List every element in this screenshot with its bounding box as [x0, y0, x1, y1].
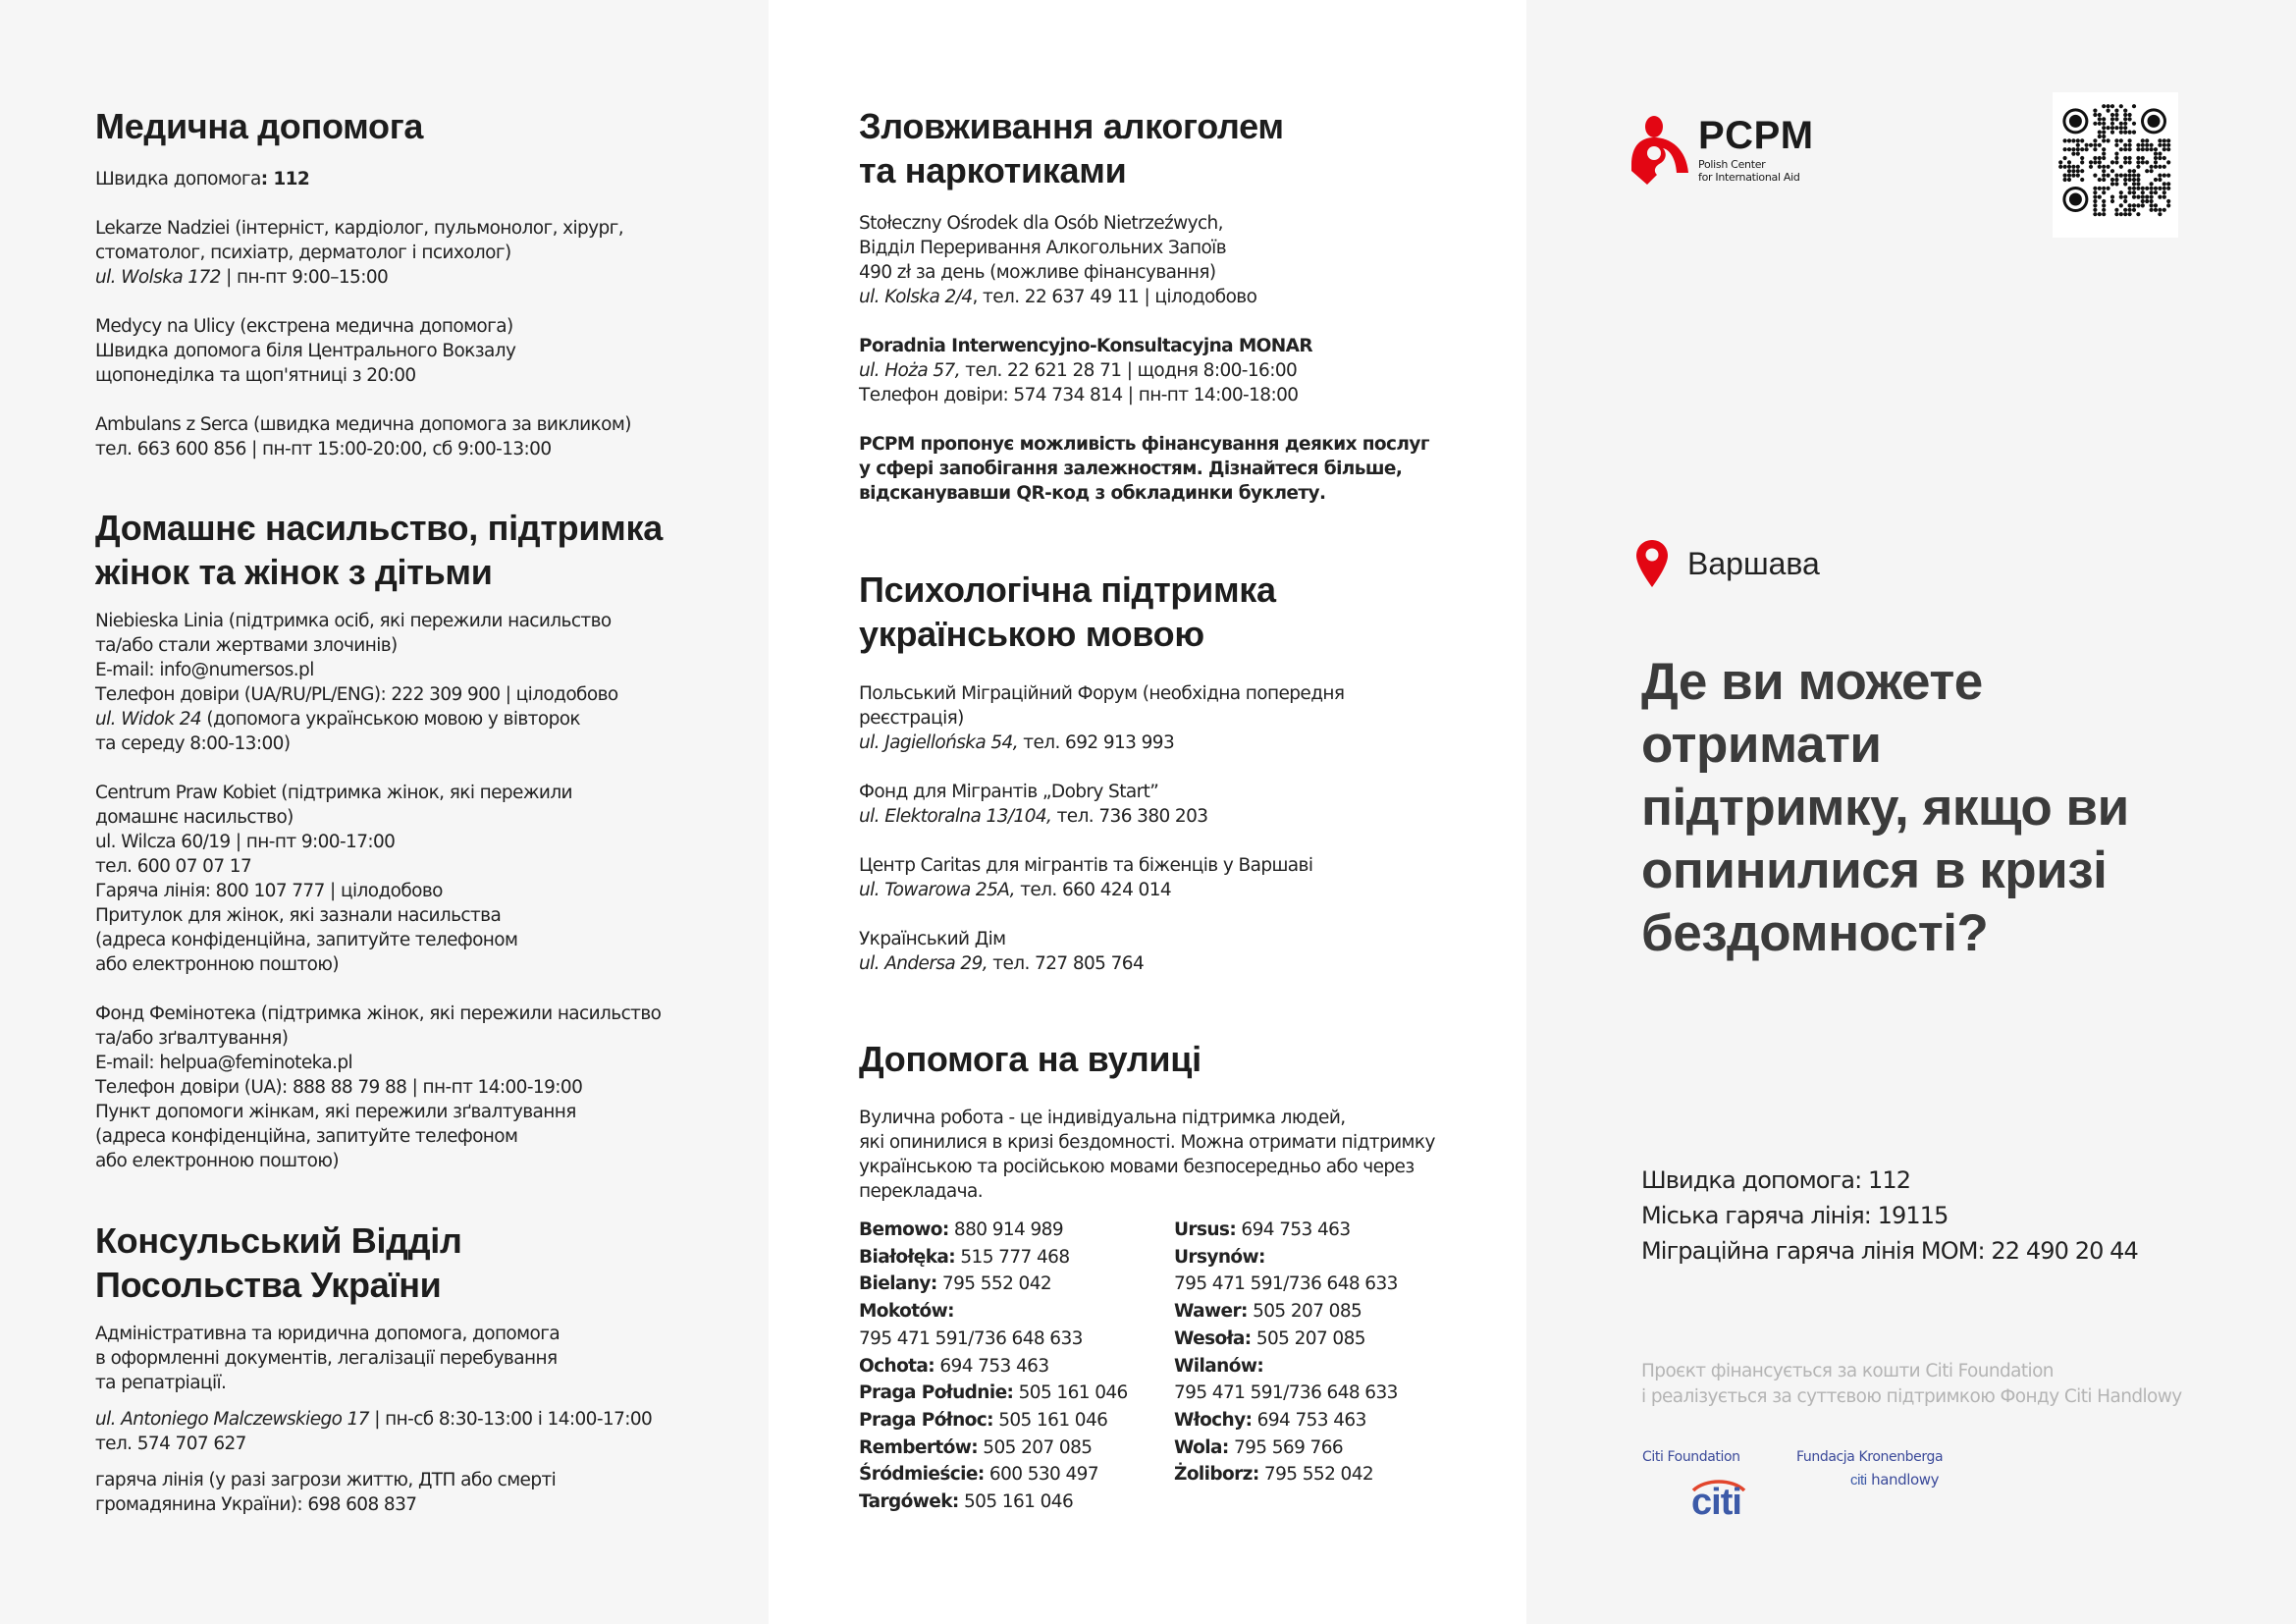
logo-subtitle-line: Polish Center: [1698, 158, 1766, 171]
text-line: тел. 600 07 07 17: [95, 856, 252, 877]
text-line: (адреса конфіденційна, запитуйте телефоном: [95, 930, 518, 950]
text-line: Центр Caritas для мігрантів та біженців у Варшаві: [859, 855, 1313, 876]
qr-code[interactable]: [2053, 92, 2178, 238]
headline-line: підтримку, якщо ви: [1641, 779, 2129, 837]
text-line: Фонд Фемінотека (підтримка жінок, які пережили насильство: [95, 1003, 662, 1024]
district-name: Mokotów:: [859, 1301, 954, 1323]
district-phone: 505 207 085: [978, 1436, 1093, 1458]
address-line: [859, 804, 1344, 829]
address: ul. Hoża 57,: [859, 360, 961, 381]
text-line: Польський Міграційний Форум (необхідна попередня: [859, 683, 1345, 704]
address-line: [859, 878, 1344, 902]
address: ul. Antoniego Malczewskiego 17: [95, 1409, 369, 1430]
district-phone: 515 777 468: [955, 1246, 1070, 1268]
phone: тел. 692 913 993: [1018, 732, 1175, 753]
title-line: українською мовою: [859, 614, 1204, 654]
text-line: або електронною поштою): [95, 1151, 339, 1171]
text-line: та/або стали жертвами злочинів): [95, 635, 398, 656]
title-line: Консульський Відділ: [95, 1220, 462, 1261]
district-name: Bielany:: [859, 1273, 937, 1295]
hours: | пн-пт 9:00–15:00: [220, 267, 389, 288]
hotline-item: Швидка допомога: 112: [1641, 1166, 1911, 1194]
address: ul. Elektoralna 13/104,: [859, 806, 1052, 827]
logo-subtitle-line: for International Aid: [1698, 171, 1800, 184]
district-name: Wawer:: [1174, 1301, 1248, 1323]
title-line: Домашнє насильство, підтримка: [95, 508, 663, 548]
pcpm-note-line: відсканувавши QR-код з обкладинки буклету.: [859, 483, 1326, 504]
address-line: [95, 1407, 652, 1432]
text-line: реєстрація): [859, 708, 964, 729]
text-line: (адреса конфіденційна, запитуйте телефоном: [95, 1126, 518, 1147]
psych-support-title: [859, 568, 1276, 656]
text-line: або електронною поштою): [95, 954, 339, 975]
text-line: домашнє насильство): [95, 807, 294, 828]
pcpm-note-line: у сфері запобігання залежностям. Дізнайтеся більше,: [859, 459, 1403, 479]
text-line: українською та російською мовами безпосередньо або через: [859, 1157, 1415, 1177]
citi-text: citi: [1850, 1472, 1867, 1489]
district-name: Ursus:: [1174, 1219, 1237, 1240]
district-phone: 795 471 591/736 648 633: [1174, 1382, 1398, 1404]
district-row: [1174, 1271, 1398, 1298]
title-line: Психологічна підтримка: [859, 569, 1276, 610]
district-row: [1174, 1435, 1398, 1462]
address-line: [859, 285, 1429, 309]
text-line: гаряча лінія (у разі загрози життю, ДТП або смерті: [95, 1470, 557, 1490]
district-name: Wola:: [1174, 1436, 1229, 1458]
district-list-right: [1174, 1217, 1398, 1489]
text-line: Гаряча лінія: 800 107 777 | цілодобово: [95, 881, 443, 901]
district-phone: 795 552 042: [1258, 1464, 1374, 1486]
address: ul. Jagiellońska 54,: [859, 732, 1018, 753]
text-line: Пункт допомоги жінкам, які пережили зґвалтування: [95, 1102, 576, 1122]
district-phone: 880 914 989: [948, 1219, 1064, 1240]
district-phone: 795 552 042: [936, 1273, 1052, 1295]
district-row: [1174, 1217, 1398, 1244]
hotline-item: Міграційна гаряча лінія МОМ: 22 490 20 44: [1641, 1237, 2138, 1265]
address-note: (допомога українською мовою у вівторок: [201, 709, 581, 730]
text-line: які опинилися в кризі бездомності. Можна отримати підтримку: [859, 1132, 1435, 1153]
phone: , тел. 22 637 49 11 | цілодобово: [972, 287, 1257, 307]
medical-help-title: Медична допомога: [95, 106, 424, 146]
right-panel: [1526, 0, 2296, 1624]
domestic-violence-title: [95, 506, 663, 594]
district-phone: 795 569 766: [1228, 1436, 1344, 1458]
district-name: Wilanów:: [1174, 1355, 1264, 1377]
district-name: Ursynów:: [1174, 1246, 1265, 1268]
email-line: E-mail: helpua@feminoteka.pl: [95, 1053, 353, 1073]
district-row: [859, 1271, 1128, 1298]
phone: тел. 727 805 764: [988, 953, 1145, 974]
ambulance-number: : 112: [260, 169, 310, 189]
district-name: Rembertów:: [859, 1436, 979, 1458]
district-phone: 694 753 463: [934, 1355, 1049, 1377]
text-line: Niebieska Linia (підтримка осіб, які пережили насильство: [95, 611, 612, 631]
phone: тел. 22 621 28 71 | щодня 8:00-16:00: [960, 360, 1298, 381]
district-phone: 505 207 085: [1247, 1301, 1362, 1323]
text-line: перекладача.: [859, 1181, 984, 1202]
funding-line: Проєкт фінансується за кошти Citi Foundation: [1641, 1361, 2054, 1381]
headline-line: отримати: [1641, 716, 1882, 774]
hotlines: [1641, 1163, 2138, 1269]
district-name: Praga Południe:: [859, 1382, 1014, 1404]
ambulance-label: Швидка допомога: [95, 169, 261, 189]
address-line: [859, 951, 1344, 976]
text-line: Вулична робота - це індивідуальна підтримка людей,: [859, 1108, 1346, 1128]
district-phone: 795 471 591/736 648 633: [1174, 1273, 1398, 1295]
domestic-violence-body: [95, 609, 661, 1173]
map-pin-icon: [1636, 540, 1668, 587]
text-line: ul. Wilcza 60/19 | пн-пт 9:00-17:00: [95, 832, 396, 852]
district-phone: 694 753 463: [1236, 1219, 1351, 1240]
district-name: Ochota:: [859, 1355, 935, 1377]
district-phone: 505 161 046: [992, 1409, 1108, 1431]
district-name: Śródmieście:: [859, 1464, 985, 1486]
district-row: [859, 1461, 1128, 1489]
medical-item-line: Medycy na Ulicy (екстрена медична допомога): [95, 316, 513, 337]
district-phone: 694 753 463: [1252, 1409, 1366, 1431]
address-line: [95, 707, 661, 731]
phone-line: Телефон довіри: 574 734 814 | пн-пт 14:00-18:00: [859, 385, 1299, 406]
text-line: в оформленні документів, легалізації перебування: [95, 1348, 558, 1369]
funding-line: і реалізується за суттєвою підтримкою Фонду Citi Handlowy: [1641, 1386, 2182, 1407]
psych-support-body: [859, 681, 1344, 976]
text-line: Відділ Переривання Алкогольних Запоїв: [859, 238, 1227, 258]
district-row: [859, 1380, 1128, 1407]
phone: тел. 736 380 203: [1051, 806, 1208, 827]
funding-note: [1641, 1359, 2182, 1410]
title-line: та наркотиками: [859, 150, 1127, 190]
district-phone: 505 161 046: [1013, 1382, 1128, 1404]
location: [1636, 540, 1820, 587]
district-row: [859, 1298, 1128, 1326]
text-line: Притулок для жінок, які зазнали насильства: [95, 905, 502, 926]
district-list-left: [859, 1217, 1128, 1516]
district-name: Bemowo:: [859, 1219, 949, 1240]
ambulance-line: [95, 167, 631, 191]
address: ul. Andersa 29,: [859, 953, 988, 974]
headline-line: опинилися в кризі: [1641, 841, 2108, 899]
qr-code-icon: [2053, 92, 2178, 238]
district-row: [859, 1244, 1128, 1272]
headline-line: бездомності?: [1641, 904, 1989, 962]
addiction-title: [859, 104, 1284, 192]
district-name: Białołęka:: [859, 1246, 956, 1268]
district-row: [859, 1326, 1128, 1353]
phone: тел. 660 424 014: [1014, 880, 1172, 900]
medical-item-line: стоматолог, психіатр, дерматолог і психолог): [95, 243, 511, 263]
left-panel: [0, 0, 769, 1624]
phone-line: Телефон довіри (UA): 888 88 79 88 | пн-пт 14:00-19:00: [95, 1077, 583, 1098]
district-phone: 600 530 497: [984, 1464, 1099, 1486]
medical-item-line: щопонеділка та щоп'ятниці з 20:00: [95, 365, 416, 386]
district-phone: 505 161 046: [958, 1491, 1074, 1513]
district-row: [1174, 1298, 1398, 1326]
pcpm-note-line: PCPM пропонує можливість фінансування деяких послуг: [859, 434, 1429, 455]
medical-help-body: [95, 167, 631, 461]
pcpm-logo-icon: [1629, 116, 1690, 187]
street-help-title: Допомога на вулиці: [859, 1039, 1201, 1079]
title-line: жінок та жінок з дітьми: [95, 552, 493, 592]
address-line: [859, 358, 1429, 383]
medical-item-line: Lekarze Nadziei (інтерніст, кардіолог, пульмонолог, хірург,: [95, 218, 624, 239]
text-line: та репатріації.: [95, 1373, 227, 1393]
citi-foundation-label: Citi Foundation: [1642, 1449, 1740, 1465]
kronenberg-label: Fundacja Kronenberga: [1796, 1449, 1944, 1465]
address: ul. Kolska 2/4: [859, 287, 973, 307]
text-line: Centrum Praw Kobiet (підтримка жінок, які пережили: [95, 783, 572, 803]
medical-item-line: Швидка допомога біля Центрального Вокзалу: [95, 341, 516, 361]
handlowy-text: handlowy: [1866, 1471, 1940, 1489]
text-line: громадянина України): 698 608 837: [95, 1494, 417, 1515]
district-name: Praga Północ:: [859, 1409, 993, 1431]
district-row: [1174, 1461, 1398, 1489]
title-line: Зловживання алкоголем: [859, 106, 1284, 146]
monar-title: Poradnia Interwencyjno-Konsultacyjna MONAR: [859, 336, 1313, 356]
address-line: [859, 731, 1344, 755]
text-line: та середу 8:00-13:00): [95, 733, 291, 754]
citi-logo: [1691, 1478, 1746, 1523]
district-row: [859, 1217, 1128, 1244]
district-row: [859, 1353, 1128, 1380]
title-line: Посольства України: [95, 1265, 442, 1305]
address: ul. Widok 24: [95, 709, 202, 730]
address: ul. Wolska 172: [95, 267, 221, 288]
district-row: [1174, 1244, 1398, 1272]
city-name: Варшава: [1687, 545, 1820, 581]
district-name: Targówek:: [859, 1491, 959, 1513]
district-row: [1174, 1407, 1398, 1435]
street-help-body: [859, 1106, 1435, 1204]
text-line: Stołeczny Ośrodek dla Osób Nietrzeźwych,: [859, 213, 1223, 234]
headline-line: Де ви можете: [1641, 653, 1983, 711]
email-line: E-mail: info@numersos.pl: [95, 660, 314, 680]
consulate-title: [95, 1218, 462, 1307]
citi-handlowy-label: [1850, 1471, 1939, 1489]
hours: | пн-сб 8:30-13:00 і 14:00-17:00: [368, 1409, 653, 1430]
district-phone: 505 207 085: [1251, 1327, 1365, 1349]
main-headline: [1641, 651, 2129, 965]
text-line: та/або зґвалтування): [95, 1028, 289, 1049]
text-line: Фонд для Мігрантів „Dobry Start”: [859, 782, 1159, 802]
district-name: Żoliborz:: [1174, 1464, 1259, 1486]
phone-line: тел. 574 707 627: [95, 1434, 246, 1454]
hotline-item: Міська гаряча лінія: 19115: [1641, 1202, 1949, 1229]
logo-name: PCPM: [1698, 114, 1814, 157]
medical-item-line: тел. 663 600 856 | пн-пт 15:00-20:00, сб 9:00-13:00: [95, 439, 552, 460]
district-name: Wesoła:: [1174, 1327, 1252, 1349]
middle-panel: [769, 0, 1526, 1624]
district-row: [1174, 1353, 1398, 1380]
district-row: [1174, 1380, 1398, 1407]
district-phone: 795 471 591/736 648 633: [859, 1327, 1083, 1349]
text-line: Адміністративна та юридична допомога, допомога: [95, 1324, 561, 1344]
medical-item-address-line: [95, 265, 631, 290]
text-line: Український Дім: [859, 929, 1006, 949]
citi-logo-text: citi: [1691, 1482, 1741, 1523]
district-row: [1174, 1326, 1398, 1353]
district-row: [859, 1407, 1128, 1435]
address: ul. Towarowa 25A,: [859, 880, 1015, 900]
pcpm-logo: [1629, 116, 1826, 187]
medical-item-line: Ambulans z Serca (швидка медична допомога за викликом): [95, 414, 631, 435]
consulate-body: [95, 1322, 652, 1517]
text-line: 490 zł за день (можливе фінансування): [859, 262, 1216, 283]
district-row: [859, 1489, 1128, 1516]
phone-line: Телефон довіри (UA/RU/PL/ENG): 222 309 900 | цілодобово: [95, 684, 618, 705]
district-row: [859, 1435, 1128, 1462]
district-name: Włochy:: [1174, 1409, 1253, 1431]
addiction-body: [859, 211, 1429, 506]
